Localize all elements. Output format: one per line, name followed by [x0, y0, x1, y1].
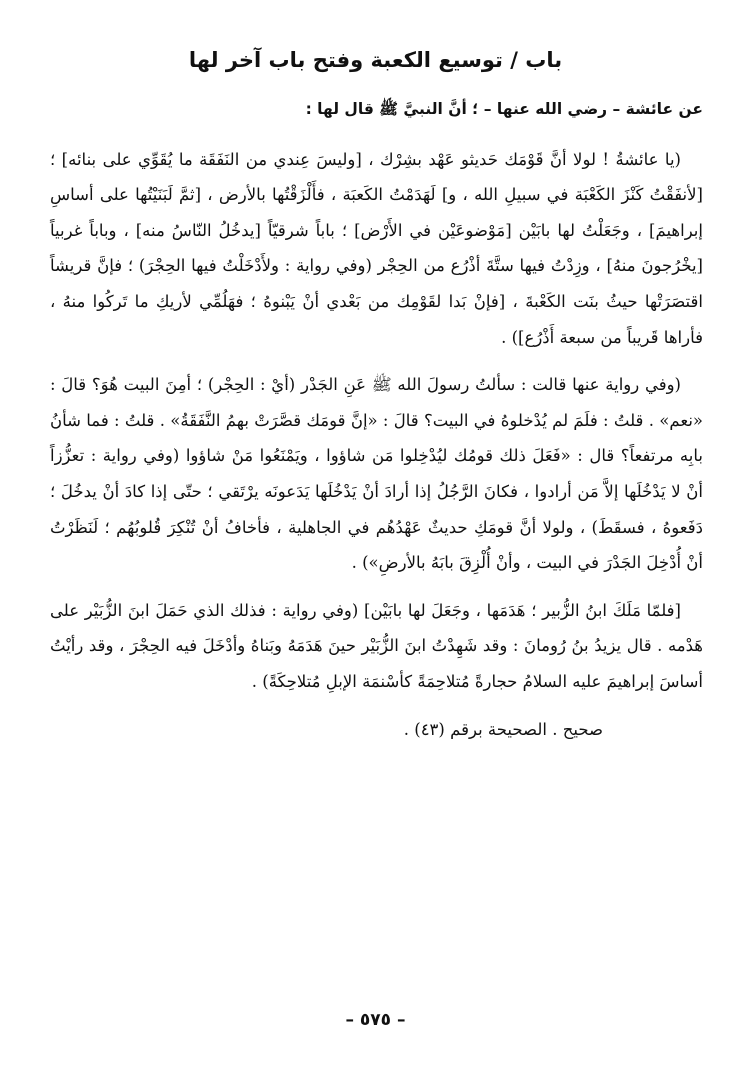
hadith-paragraph-2: (وفي رواية عنها قالت : سألتُ رسولَ الله ﷺ عَنِ الجَدْر (أيْ : الحِجْر) ؛ أمِنَ البيت هُوَ؟ قالَ : «نعم» . قلتُ : فلَمَ لم يُدْخلوهُ في البيت؟ قالَ : «إنَّ قومَك قصَّرَتْ بهمُ النَّفَقَةُ» . قلتُ : فما شأنُ بابِه مرتفعاً؟ قال : «فَعَلَ ذلك قومُك ليُدْخِلوا مَن شاؤوا ، ويَمْنَعُوا مَنْ شاؤوا (وفي رواية : تعزُّزاً أنْ لا يَدْخُلَها إلاَّ مَن أرادوا ، فكانَ الرَّجُلُ إذا أرادَ أنْ يَدْخُلَها يَدَعونَه يرْتَقي ؛ حتّى إذا كادَ أنْ يدخُلَ ؛ دَفَعوهُ ، فسقَطَ) ، ولولا أنَّ قومَكِ حديثٌ عَهْدُهُم في الجاهلية ، فأخافُ أنْ تُنْكِرَ قُلوبُهُم ؛ لَنَظَرْتُ أنْ أُدْخِلَ الجَدْرَ في البيت ، وأنْ أُلْزِقَ بابَهُ بالأرضِ») . [50, 375, 703, 573]
hadith-body [50, 92, 703, 759]
hadith-paragraph-3: [فلمّا مَلَكَ ابنُ الزُّبير ؛ هَدَمَها ، وجَعَلَ لها بابَيْن] (وفي رواية : فذلك الذي حَمَلَ ابنَ الزُّبَيْر على هَدْمه . قال يزيدُ بنُ رُومانَ : وقد شَهِدْتُ ابنَ الزُّبَيْر حينَ هَدَمَهُ وبَناهُ وأدْخَلَ فيه الحِجْرَ ، وقد رأيْتُ أساسَ إبراهيمَ عليه السلامُ حجارةً مُتلاحِمَةً كأسْنمَة الإبلِ مُتلاحِكَةً) . [50, 600, 703, 691]
hadith-grade: صحيح . الصحيحة برقم (٤٣) . [403, 719, 603, 739]
narrator-line: عن عائشة – رضي الله عنها – ؛ أنَّ النبيَّ ﷺ قال لها : [305, 100, 703, 118]
chapter-title: باب / توسيع الكعبة وفتح باب آخر لها [188, 48, 563, 72]
hadith-paragraph-1: (يا عائشةُ ! لولا أنَّ قَوْمَك حَديثو عَهْد بشِرْك ، [وليسَ عِندي من النَفَقَة ما يُقَوِّي على بنائه] ؛ [لأنفَقْتُ كَنْزَ الكَعْبَة في سبيلِ الله ، و] لَهَدَمْتُ الكَعبَة ، فأَلْزَقْتُها بالأرض ، [ثمَّ لَبَنَيْتُها على أساسِ إبراهيمَ] ، وجَعَلْتُ لها بابَيْن [مَوْضوعَيْن في الأَرْض] ؛ باباً شرقيّاً [يدخُلُ النّاسُ منه] ، وباباً غربياً [يخْرُجونَ منهُ] ، وزِدْتُ فيها ستَّةَ أذْرُع من الحِجْر (وفي رواية : ولأَدْخَلْتُ فيها الحِجْرَ) ؛ فإنَّ قريشاً اقتصَرَتْها حيثُ بنَت الكَعْبةَ ، [فإنْ بَدا لقَوْمِك من بَعْدي أنْ يَبْنوهُ ؛ فهَلُمِّي لأريكِ ما تَركُوا منهُ ، فأراها قَريباً من سبعة أَذْرُع]) . [50, 149, 703, 347]
page-number: – ٥٧٥ – [345, 1010, 406, 1030]
